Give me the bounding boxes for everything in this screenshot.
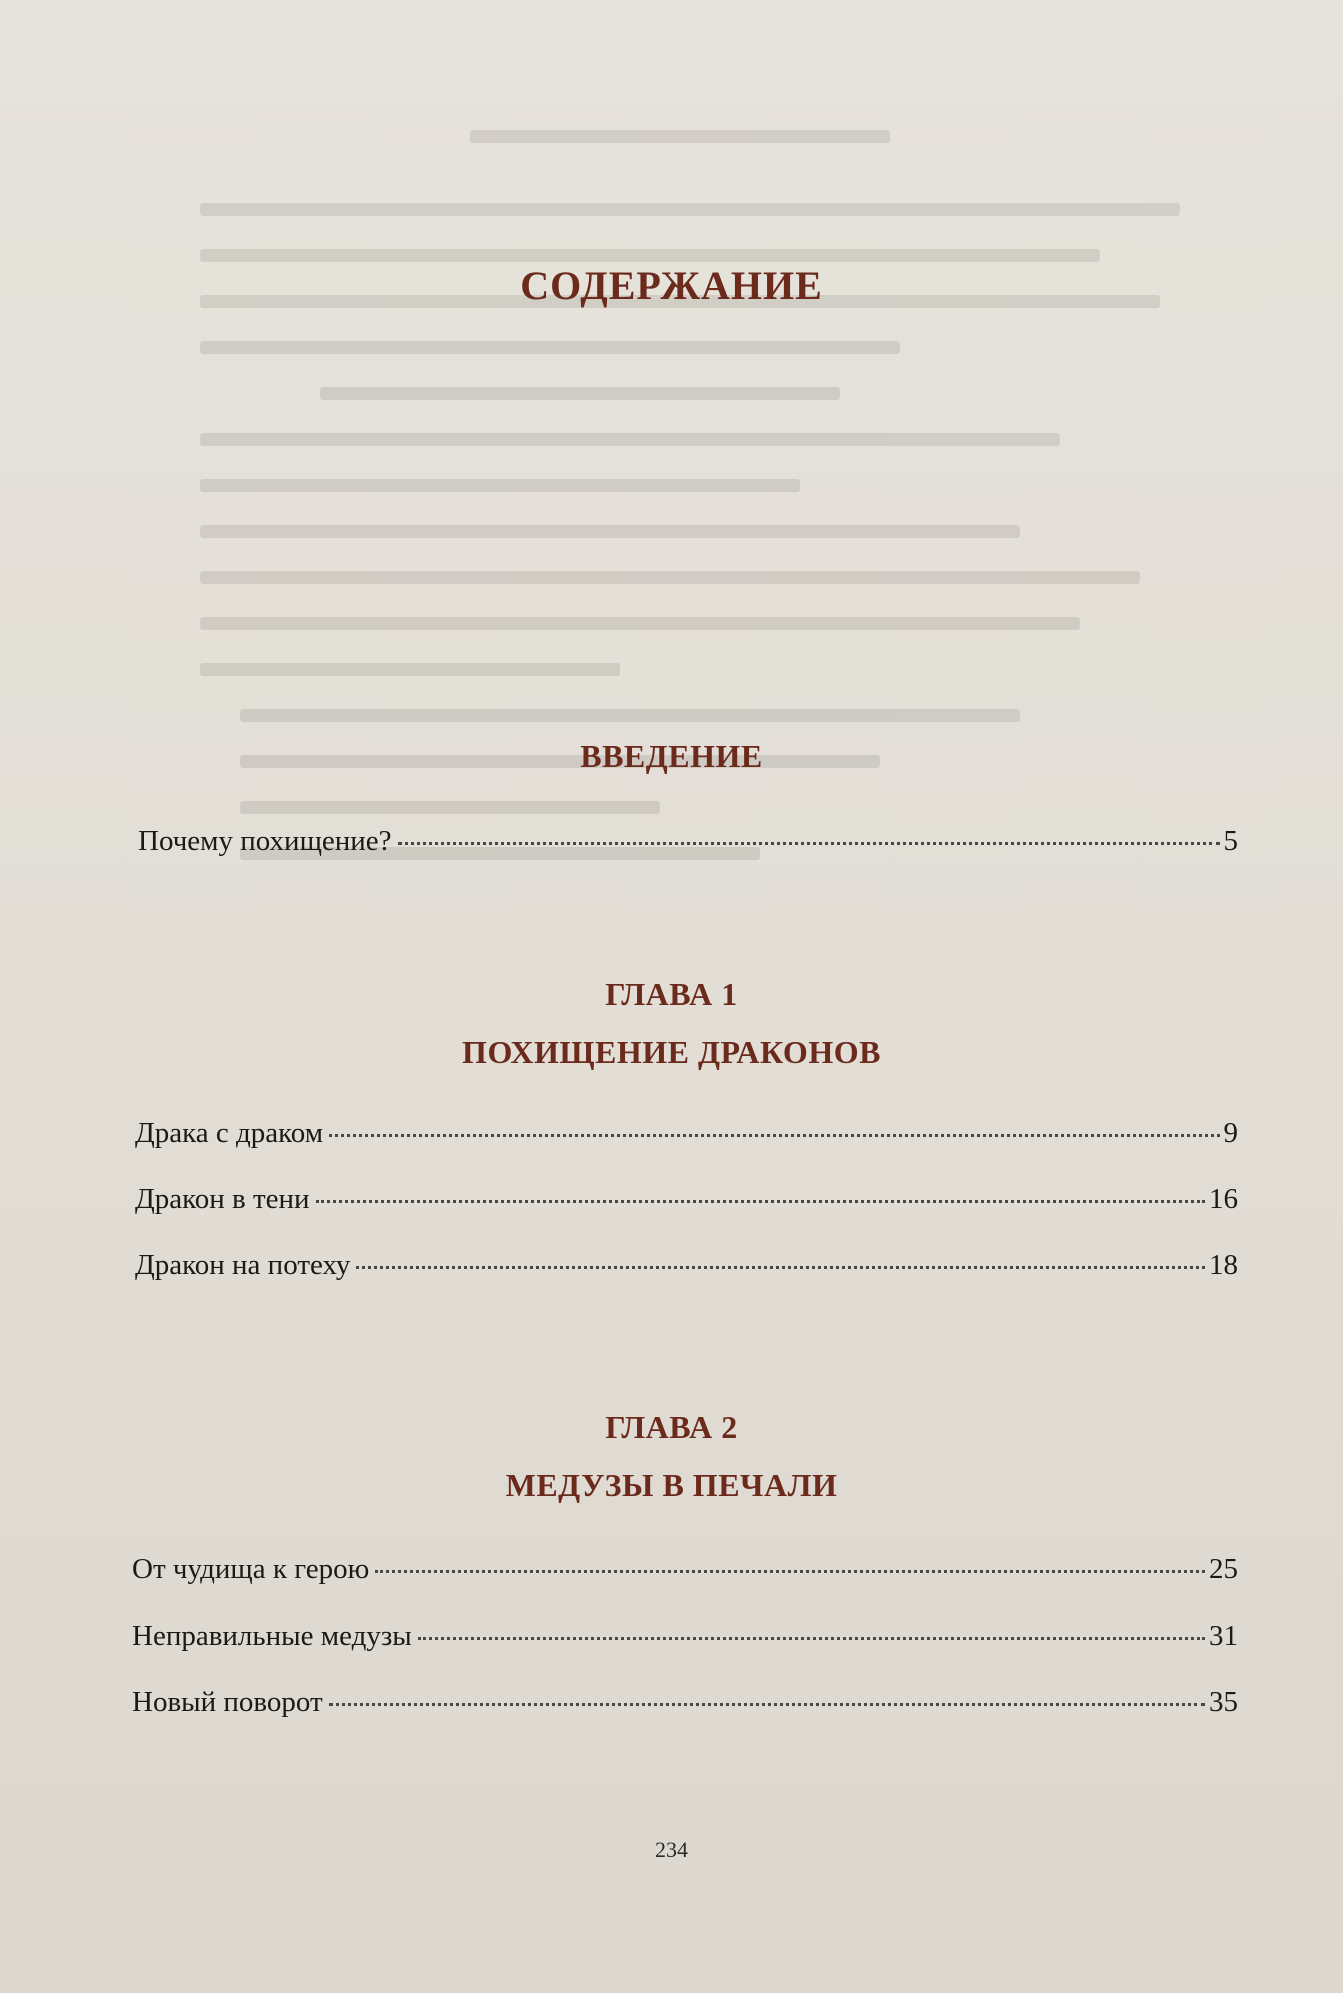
page-title: СОДЕРЖАНИЕ [520, 263, 823, 308]
toc-entry-page: 31 [1209, 1620, 1238, 1652]
toc-entry-page: 16 [1209, 1183, 1238, 1215]
toc-entry-title: От чудища к герою [132, 1553, 370, 1585]
toc-entry-title: Дракон на потеху [135, 1249, 351, 1281]
toc-entry-title: Драка с драком [135, 1117, 324, 1149]
chapter-1-label: ГЛАВА 1 [605, 976, 738, 1012]
dot-leader [316, 1200, 1205, 1203]
toc-entry-page: 5 [1223, 825, 1238, 857]
toc-entry-page: 25 [1209, 1553, 1238, 1585]
toc-entry[interactable] [132, 1686, 1238, 1719]
dot-leader [418, 1637, 1205, 1640]
toc-entry-title: Дракон в тени [135, 1183, 310, 1215]
toc-entry-page: 9 [1223, 1117, 1238, 1149]
intro-heading: ВВЕДЕНИЕ [580, 738, 763, 774]
toc-entry[interactable] [132, 1620, 1238, 1653]
toc-entry-title: Неправильные медузы [132, 1620, 412, 1652]
toc-entry-page: 18 [1209, 1249, 1238, 1281]
chapter-2-name: МЕДУЗЫ В ПЕЧАЛИ [505, 1467, 838, 1503]
bleed-through-text [200, 130, 1250, 893]
dot-leader [375, 1570, 1205, 1573]
dot-leader [329, 1134, 1219, 1137]
chapter-1-name: ПОХИЩЕНИЕ ДРАКОНОВ [462, 1034, 881, 1070]
dot-leader [398, 842, 1220, 845]
dot-leader [329, 1703, 1205, 1706]
toc-entry[interactable] [135, 1249, 1238, 1282]
toc-entry[interactable] [138, 825, 1238, 858]
toc-entry-page: 35 [1209, 1686, 1238, 1718]
toc-entry-title: Новый поворот [132, 1686, 323, 1718]
toc-entry[interactable] [132, 1553, 1238, 1586]
toc-entry[interactable] [135, 1183, 1238, 1216]
dot-leader [356, 1266, 1205, 1269]
toc-entry[interactable] [135, 1117, 1238, 1150]
toc-entry-title: Почему похищение? [138, 825, 392, 857]
page-number: 234 [655, 1837, 688, 1862]
chapter-2-label: ГЛАВА 2 [605, 1409, 738, 1445]
